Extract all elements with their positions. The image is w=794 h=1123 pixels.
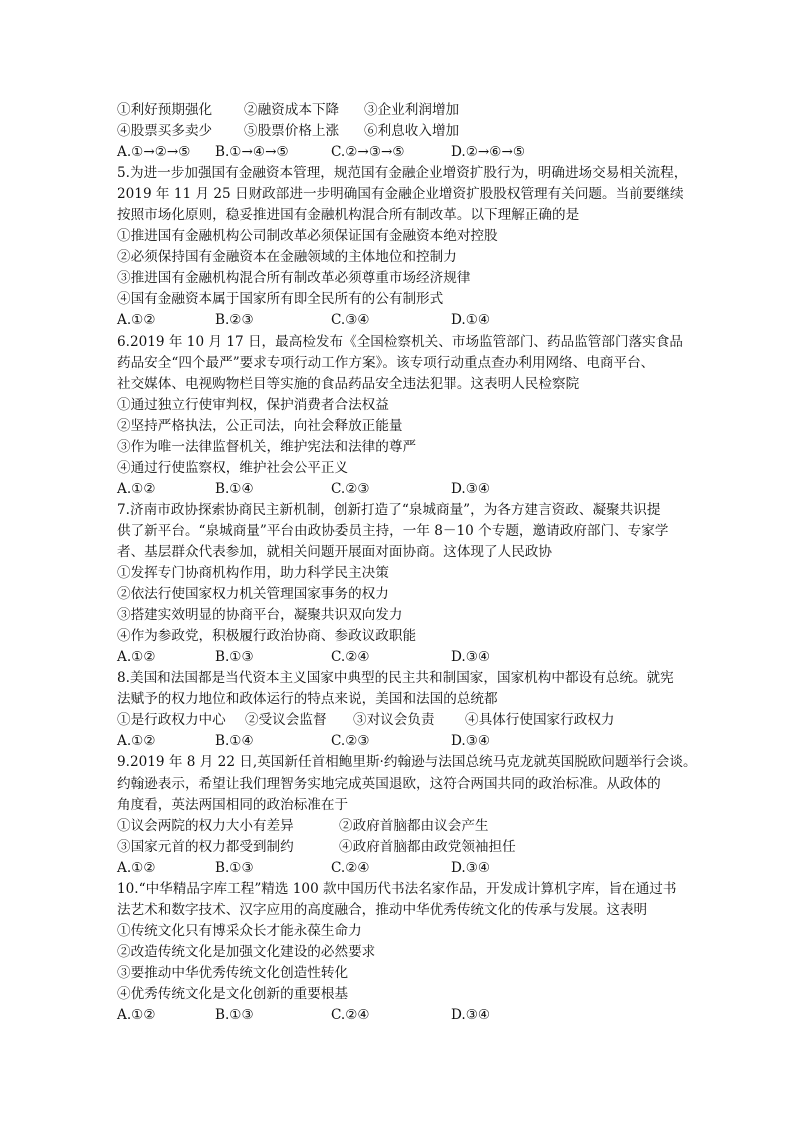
q6-option-c: C.②③ xyxy=(331,480,370,497)
q10-option-b: B.①③ xyxy=(215,1007,254,1024)
q9-option-a: A.①② xyxy=(117,859,156,876)
q5-option-b: B.②③ xyxy=(215,312,254,329)
q4-item-4: ④股票买多卖少 xyxy=(117,123,213,140)
q9-statements-row2 xyxy=(117,837,697,858)
q9-statement-3: ③国家元首的权力都受到制约 xyxy=(117,838,294,855)
q10-option-d: D.③④ xyxy=(451,1007,491,1024)
q10-statement-4: ④优秀传统文化是文化创新的重要根基 xyxy=(117,985,349,1002)
q9-options xyxy=(117,858,697,879)
q7-statement-3: ③搭建实效明显的协商平台，凝聚共识双向发力 xyxy=(117,607,403,624)
q4-item-3: ③企业利润增加 xyxy=(364,102,460,118)
q5-statement-1: ①推进国有金融机构公司制改革必须保证国有金融资本绝对控股 xyxy=(117,228,498,245)
q7-statement-1: ①发挥专门协商机构作用，助力科学民主决策 xyxy=(117,565,389,582)
q9-option-c: C.②④ xyxy=(331,859,370,876)
q10-options xyxy=(117,1005,697,1026)
q5-stem-line: 2019 年 11 月 25 日财政部进一步明确国有金融企业增资扩股股权管理有关问题。当前要继续 xyxy=(117,186,684,203)
q9-statement-2: ②政府首脑都由议会产生 xyxy=(339,817,489,834)
q6-statement-2: ②坚持严格执法，公正司法，向社会释放正能量 xyxy=(117,417,403,434)
q10-statement-1: ①传统文化只有博采众长才能永葆生命力 xyxy=(117,922,362,939)
q9-option-b: B.①③ xyxy=(215,859,254,876)
q8-options xyxy=(117,731,697,752)
q8-option-c: C.②③ xyxy=(331,733,370,750)
q6-stem-line: 社交媒体、电视购物栏目等实施的食品药品安全违法犯罪。这表明人民检察院 xyxy=(117,375,580,392)
q9-statement-1: ①议会两院的权力大小有差异 xyxy=(117,817,294,834)
q5-statement-3: ③推进国有金融机构混合所有制改革必须尊重市场经济规律 xyxy=(117,270,471,287)
q6-option-b: B.①④ xyxy=(215,480,254,497)
q10-stem-line: 10.“中华精品字库工程”精选 100 款中国历代书法名家作品，开发成计算机字库，旨在通过书 xyxy=(117,880,677,897)
q7-option-a: A.①② xyxy=(117,649,156,666)
q7-stem-line: 者、基层群众代表参加，就相关问题开展面对面协商。这体现了人民政协 xyxy=(117,543,552,560)
q6-stem-line: 6.2019 年 10 月 17 日，最高检发布《全国检察机关、市场监管部门、药品监管部门落实食品 xyxy=(117,333,683,350)
q6-option-d: D.③④ xyxy=(451,480,491,497)
q7-stem-line: 供了新平台。“泉城商量”平台由政协委员主持，一年 8－10 个专题，邀请政府部门、专家学 xyxy=(117,522,669,539)
q5-option-a: A.①② xyxy=(117,312,156,329)
q6-options xyxy=(117,479,697,500)
q5-option-d: D.①④ xyxy=(451,312,491,329)
q8-statement-1: ①是行政权力中心 xyxy=(117,712,226,729)
q6-statement-4: ④通过行使监察权，维护社会公平正义 xyxy=(117,459,349,476)
q6-option-a: A.①② xyxy=(117,480,156,497)
q9-stem-line: 9.2019 年 8 月 22 日,英国新任首相鲍里斯·约翰逊与法国总统马克龙就英国脱欧问题举行会谈。 xyxy=(117,754,697,771)
q5-stem-line: 按照市场化原则，稳妥推进国有金融机构混合所有制改革。以下理解正确的是 xyxy=(117,207,580,224)
q9-stem-line: 约翰逊表示，希望让我们理智务实地完成英国退欧，这符合两国共同的政治标准。从政体的 xyxy=(117,775,661,792)
q7-options xyxy=(117,647,697,668)
q8-stem-line: 法赋予的权力地位和政体运行的特点来说，美国和法国的总统都 xyxy=(117,691,498,708)
q4-option-b: B.①→④→⑤ xyxy=(215,144,289,161)
q4-item-1: ①利好预期强化 xyxy=(117,102,213,118)
q8-option-d: D.③④ xyxy=(451,733,491,750)
q8-statement-2: ②受议会监督 xyxy=(245,712,327,729)
q4-item-6: ⑥利息收入增加 xyxy=(364,123,460,140)
q5-stem-line: 5.为进一步加强国有金融资本管理，规范国有金融企业增资扩股行为，明确进场交易相关流程， xyxy=(117,165,688,182)
question-content xyxy=(117,100,697,1026)
q5-statement-4: ④国有金融资本属于国家所有即全民所有的公有制形式 xyxy=(117,291,444,308)
q4-item-5: ⑤股票价格上涨 xyxy=(244,123,340,140)
q7-statement-4: ④作为参政党，积极履行政治协商、参政议政职能 xyxy=(117,628,417,645)
q7-option-d: D.③④ xyxy=(451,649,491,666)
q4-item-2: ②融资成本下降 xyxy=(244,102,340,118)
q10-stem-line: 法艺术和数字技术、汉字应用的高度融合，推动中华优秀传统文化的传承与发展。这表明 xyxy=(117,901,648,918)
q7-option-c: C.②④ xyxy=(331,649,370,666)
q10-statement-2: ②改造传统文化是加强文化建设的必然要求 xyxy=(117,943,376,960)
q6-statement-3: ③作为唯一法律监督机关，维护宪法和法律的尊严 xyxy=(117,438,417,455)
q7-statement-2: ②依法行使国家权力机关管理国家事务的权力 xyxy=(117,586,389,603)
q9-stem-line: 角度看，英法两国相同的政治标准在于 xyxy=(117,796,349,813)
q6-stem-line: 药品安全“四个最严”要求专项行动工作方案》。该专项行动重点查办利用网络、电商平台、 xyxy=(117,354,655,371)
q10-option-c: C.②④ xyxy=(331,1007,370,1024)
q4-option-d: D.②→⑥→⑤ xyxy=(451,144,526,161)
q5-option-c: C.③④ xyxy=(331,312,370,329)
q8-statement-3: ③对议会负责 xyxy=(353,712,435,729)
q10-statement-3: ③要推动中华优秀传统文化创造性转化 xyxy=(117,964,349,981)
q9-statement-4: ④政府首脑都由政党领袖担任 xyxy=(339,838,516,855)
q4-items-row1 xyxy=(117,100,697,121)
q8-statements xyxy=(117,710,697,731)
q5-statement-2: ②必须保持国有金融资本在金融领域的主体地位和控制力 xyxy=(117,249,457,266)
q8-option-b: B.①④ xyxy=(215,733,254,750)
q7-stem-line: 7.济南市政协探索协商民主新机制，创新打造了“泉城商量”，为各方建言资政、凝聚共识提 xyxy=(117,501,661,518)
q9-option-d: D.③④ xyxy=(451,859,491,876)
q8-statement-4: ④具体行使国家行政权力 xyxy=(465,712,615,729)
q4-options xyxy=(117,142,697,163)
q4-option-c: C.②→③→⑤ xyxy=(331,144,405,161)
q8-option-a: A.①② xyxy=(117,733,156,750)
q10-option-a: A.①② xyxy=(117,1007,156,1024)
q4-option-a: A.①→②→⑤ xyxy=(117,144,191,161)
q4-items-row2 xyxy=(117,121,697,142)
q7-option-b: B.①③ xyxy=(215,649,254,666)
q8-stem-line: 8.美国和法国都是当代资本主义国家中典型的民主共和制国家，国家机构中都设有总统。就宪 xyxy=(117,670,674,687)
q5-options xyxy=(117,310,697,331)
q6-statement-1: ①通过独立行使审判权，保护消费者合法权益 xyxy=(117,396,389,413)
q9-statements-row1 xyxy=(117,816,697,837)
